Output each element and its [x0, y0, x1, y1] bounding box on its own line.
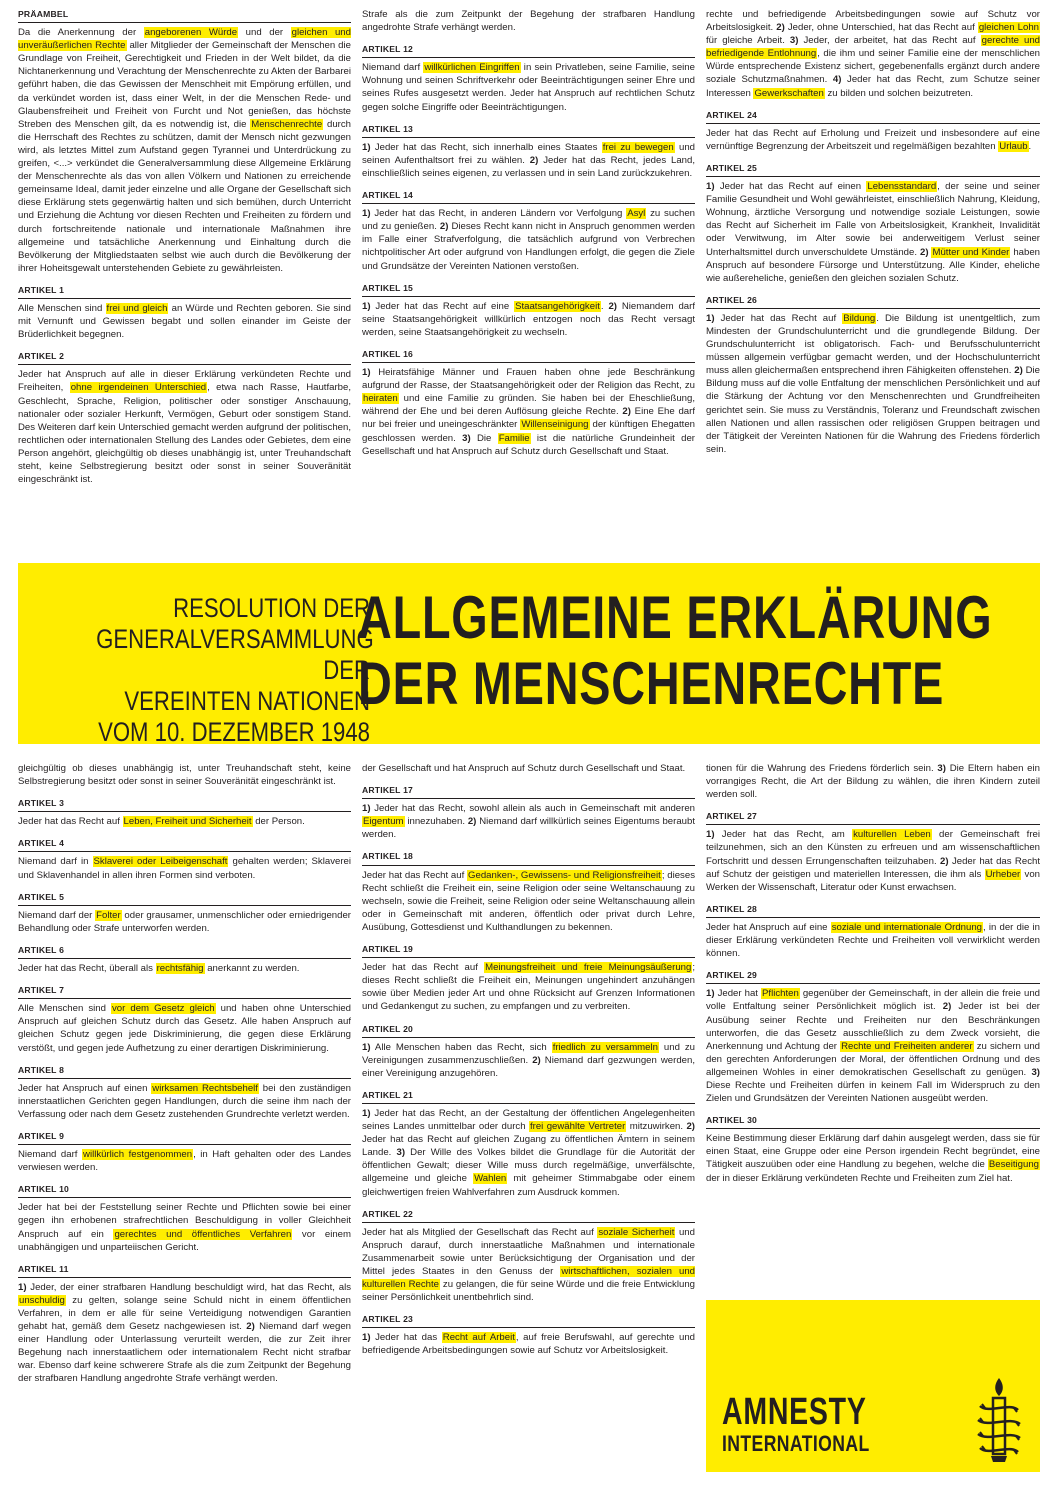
article-7: ARTIKEL 7 Alle Menschen sind vor dem Gesetz gleich und haben ohne Unterschied Anspruch auf gleichen Schutz durch das Gesetz. Alle haben Anspruch auf gleichen Schutz gegen jede Diskriminierung, die gegen diese Erklärung verstößt, und gegen jede Aufhetzung zu einer derartigen Diskriminierung. — [18, 985, 351, 1054]
upper-column-1 — [18, 8, 351, 548]
article-8: ARTIKEL 8 Jeder hat Anspruch auf einen wirksamen Rechtsbehelf bei den zuständigen innerstaatlichen Gerichten gegen Handlungen, durch die seine ihm nach der Verfassung oder nach dem Gesetz zustehenden Grundrechte verletzt werden. — [18, 1064, 351, 1120]
article-15: ARTIKEL 15 1) Jeder hat das Recht auf eine Staatsangehörigkeit. 2) Niemandem darf seine Staatsangehörigkeit willkürlich entzogen noch das Recht versagt werden, seine Staatsangehörigkeit zu wechseln. — [362, 282, 695, 338]
page-title: ALLGEMEINE ERKLÄRUNG DER MENSCHENRECHTE — [358, 584, 993, 717]
article-4: ARTIKEL 4 Niemand darf in Sklaverei oder Leibeigenschaft gehalten werden; Sklaverei und Sklavenhandel in allen ihren Formen sind verboten. — [18, 838, 351, 881]
article-21: ARTIKEL 21 1) Jeder hat das Recht, an der Gestaltung der öffentlichen Angelegenheiten seines Landes unmittelbar oder durch frei gewählte Vertreter mitzuwirken. 2) Jeder hat das Recht auf gleichen Zugang zu öffentlichen Ämtern in seinem Lande. 3) Der Wille des Volkes bildet die Grundlage für die Autorität der öffentlichen Gewalt; dieser Wille muss durch regelmäßige, unverfälschte, allgemeine und gleiche Wahlen mit geheimer Stimmabgabe oder einem gleichwertigen freien Wahlverfahren zum Ausdruck kommen. — [362, 1089, 695, 1198]
article-16: ARTIKEL 16 1) Heiratsfähige Männer und Frauen haben ohne jede Beschränkung aufgrund der Rasse, der Staatsangehörigkeit oder der Religion das Recht, zu heiraten und eine Familie zu gründen. Sie haben bei der Eheschließung, während der Ehe und bei deren Auflösung gleiche Rechte. 2) Eine Ehe darf nur bei freier und uneingeschränkter Willenseinigung der künftigen Ehegatten geschlossen werden. 3) Die Familie ist die natürliche Grundeinheit der Gesellschaft und hat Anspruch auf Schutz durch Gesellschaft und Staat. — [362, 348, 695, 457]
article-3: ARTIKEL 3 Jeder hat das Recht auf Leben, Freiheit und Sicherheit der Person. — [18, 797, 351, 828]
article-6: ARTIKEL 6 Jeder hat das Recht, überall als rechtsfähig anerkannt zu werden. — [18, 944, 351, 975]
article-30: ARTIKEL 30 Keine Bestimmung dieser Erklärung darf dahin ausgelegt werden, dass sie für einen Staat, eine Gruppe oder eine Person irgendein Recht begründet, eine Tätigkeit auszuüben oder eine Handlung zu begehen, welche die Beseitigung der in dieser Erklärung verkündeten Rechte und Freiheiten zum Ziel hat. — [706, 1115, 1040, 1184]
preamble-section: PRÄAMBEL Da die Anerkennung der angeborenen Würde und der gleichen und unveräußerlichen Rechte aller Mitglieder der Gemeinschaft der Menschen die Grundlage von Freiheit, Gerechtigkeit und Frieden in der Welt bildet, da die Nichtanerkennung und Verachtung der Menschenrechte zu Akten der Barbarei geführt haben, die das Gewissen der Menschheit mit Empörung erfüllen, und da verkündet worden ist, dass einer Welt, in der die Menschen Rede- und Glaubensfreiheit und Freiheit von Furcht und Not genießen, das höchste Streben des Menschen gilt, da es notwendig ist, die Menschenrechte durch die Herrschaft des Rechtes zu schützen, damit der Mensch nicht gezwungen wird, als letztes Mittel zum Aufstand gegen Tyrannei und Unterdrückung zu greifen, <...> verkündet die Generalversammlung diese Allgemeine Erklärung der Menschenrechte als das von allen Völkern und Nationen zu erreichende gemeinsame Ideal, damit jeder einzelne und alle Organe der Gesellschaft sich diese Erklärung stets gegenwärtig halten und sich bemühen, durch Unterricht und Erziehung die Achtung vor diesen Rechten und Freiheiten zu fördern und durch fortschreitende nationale und internationale Maßnahmen ihre allgemeine und tatsächliche Anerkennung und Einhaltung durch die Bevölkerung der Mitgliedstaaten selbst wie auch durch die Bevölkerung der ihrer Hoheitsgewalt unterstehenden Gebiete zu gewährleisten. — [18, 9, 351, 274]
article-26: ARTIKEL 26 1) Jeder hat das Recht auf Bildung. Die Bildung ist unentgeltlich, zum Mindesten der Grundschulunterricht und die grundlegende Bildung. Der Grundschulunterricht ist obligatorisch. Fach- und Berufsschulunterricht müssen allgemein verfügbar gemacht werden, und der Hochschulunterricht muss allen gleichermaßen entsprechend ihren Fähigkeiten offenstehen. 2) Die Bildung muss auf die volle Entfaltung der menschlichen Persönlichkeit und auf die Stärkung der Achtung vor den Menschenrechten und Grundfreiheiten gerichtet sein. Sie muss zu Verständnis, Toleranz und Freundschaft zwischen allen Nationen und allen rassischen oder religiösen Gruppen beitragen und der Tätigkeit der Vereinten Nationen für die Wahrung des Friedens förderlich sein. — [706, 294, 1040, 455]
lower-column-1: gleichgültig ob dieses unabhängig ist, unter Treuhandschaft steht, keine Selbstregierung besitzt oder sonst in seiner Souveränität eingeschränkt ist. ARTIKEL 3 Jeder hat das Recht auf Leben, Freiheit und Sicherheit der Person. ARTIKEL 4 Niemand darf in Sklaverei oder Leibeigenschaft gehalten werden; Sklaverei und Sklavenhandel in allen ihren Formen sind verboten. ARTIKEL 5 Niemand darf der Folter oder grausamer, unmenschlicher oder erniedrigender Behandlung oder Strafe unterworfen werden. ARTIKEL 6 Jeder hat das Recht, überall als rechtsfähig anerkannt zu werden. ARTIKEL 7 Alle Menschen sind vor dem Gesetz gleich und haben ohne Unterschied Anspruch auf gleichen Schutz durch das Gesetz. Alle haben Anspruch auf gleichen Schutz gegen jede Diskriminierung, die gegen diese Erklärung verstößt, und gegen jede Aufhetzung zu einer derartigen Diskriminierung. ARTIKEL 8 Jeder hat Anspruch auf einen wirksamen Rechtsbehelf bei den zuständigen innerstaatlichen Gerichten gegen Handlungen, durch die seine ihm nach der Verfassung oder nach dem Gesetz zustehenden Grundrechte verletzt werden. ARTIKEL 9 Niemand darf willkürlich festgenommen, in Haft gehalten oder des Landes verwiesen werden. ARTIKEL 10 Jeder hat bei der Feststellung seiner Rechte und Pflichten sowie bei einer gegen ihn erhobenen strafrechtlichen Beschuldigung in voller Gleichheit Anspruch auf ein gerechtes und öffentliches Verfahren vor einem unabhängigen und unparteiischen Gericht. ARTIKEL 11 1) Jeder, der einer strafbaren Handlung beschuldigt wird, hat das Recht, als unschuldig zu gelten, solange seine Schuld nicht in einem öffentlichen Verfahren, in dem er alle für seine Verteidigung notwendigen Garantien gehabt hat, gemäß dem Gesetz nachgewiesen ist. 2) Niemand darf wegen einer Handlung oder Unterlassung verurteilt werden, die zur Zeit ihrer Begehung nach innerstaatlichem oder internationalem Recht nicht strafbar war. Ebenso darf keine schwerere Strafe als die zum Zeitpunkt der Begehung der strafbaren Handlung angedrohte Strafe verhängt werden. — [18, 763, 351, 1385]
article-13: ARTIKEL 13 1) Jeder hat das Recht, sich innerhalb eines Staates frei zu bewegen und seinen Aufenthaltsort frei zu wählen. 2) Jeder hat das Recht, jedes Land, einschließlich seines eigenen, zu verlassen und in sein Land zurückzukehren. — [362, 123, 695, 179]
article-20: ARTIKEL 20 1) Alle Menschen haben das Recht, sich friedlich zu versammeln und zu Vereinigungen zusammenzuschließen. 2) Niemand darf gezwungen werden, einer Vereinigung anzugehören. — [362, 1023, 695, 1079]
article-12: ARTIKEL 12 Niemand darf willkürlichen Eingriffen in sein Privatleben, seine Familie, seine Wohnung und seinen Schriftverkehr oder Beeinträchtigungen seiner Ehre und seines Rufes ausgesetzt werden. Jeder hat Anspruch auf rechtlichen Schutz gegen solche Eingriffe oder Beeinträchtigungen. — [362, 44, 695, 113]
article-25: ARTIKEL 25 1) Jeder hat das Recht auf einen Lebensstandard, der seine und seiner Familie Gesundheit und Wohl gewährleistet, einschließlich Nahrung, Kleidung, Wohnung, ärztliche Versorgung und notwendige soziale Leistungen, sowie das Recht auf Sicherheit im Falle von Arbeitslosigkeit, Krankheit, Invalidität oder Verwitwung, im Alter sowie bei anderweitigem Verlust seiner Unterhaltsmittel durch unverschuldete Umstände. 2) Mütter und Kinder haben Anspruch auf besondere Fürsorge und Unterstützung. Alle Kinder, eheliche wie außereheliche, genießen den gleichen sozialen Schutz. — [706, 162, 1040, 284]
article-23-start: ARTIKEL 23 1) Jeder hat das Recht auf Arbeit, auf freie Berufswahl, auf gerechte und befriedigende Arbeitsbedingungen sowie auf Schutz vor Arbeitslosigkeit. — [362, 1314, 695, 1357]
article-1: ARTIKEL 1 Alle Menschen sind frei und gleich an Würde und Rechten geboren. Sie sind mit Vernunft und Gewissen begabt und sollen einander im Geiste der Brüderlichkeit begegnen. — [18, 284, 351, 341]
article-10: ARTIKEL 10 Jeder hat bei der Feststellung seiner Rechte und Pflichten sowie bei einer gegen ihn erhobenen strafrechtlichen Beschuldigung in voller Gleichheit Anspruch auf ein gerechtes und öffentliches Verfahren vor einem unabhängigen und unparteiischen Gericht. — [18, 1184, 351, 1253]
article-27: ARTIKEL 27 1) Jeder hat das Recht, am kulturellen Leben der Gemeinschaft frei teilzunehmen, sich an den Künsten zu erfreuen und am wissenschaftlichen Fortschritt und dessen Errungenschaften teilzuhaben. 2) Jeder hat das Recht auf Schutz der geistigen und materiellen Interessen, die ihm als Urheber von Werken der Wissenschaft, Literatur oder Kunst erwachsen. — [706, 811, 1040, 893]
article-9: ARTIKEL 9 Niemand darf willkürlich festgenommen, in Haft gehalten oder des Landes verwiesen werden. — [18, 1130, 351, 1174]
logo-text-amnesty: AMNESTY — [722, 1391, 867, 1433]
banner-subtitle: RESOLUTION DER GENERALVERSAMMLUNG DER VEREINTEN NATIONEN VOM 10. DEZEMBER 1948 — [96, 593, 374, 747]
upper-column-3: rechte und befriedigende Arbeitsbedingungen sowie auf Schutz vor Arbeitslosigkeit. 2) Jeder, ohne Unterschied, hat das Recht auf gleichen Lohn für gleiche Arbeit. 3) Jeder, der arbeitet, hat das Recht auf gerechte und befriedigende Entlohnung, die ihm und seiner Familie eine der menschlichen Würde entsprechende Existenz sichert, gegebenenfalls ergänzt durch andere soziale Schutzmaßnahmen. 4) Jeder hat das Recht, zum Schutze seiner Interessen Gewerkschaften zu bilden und solchen beizutreten. ARTIKEL 24 Jeder hat das Recht auf Erholung und Freizeit und insbesondere auf eine vernünftige Begrenzung der Arbeitszeit und regelmäßigen bezahlten Urlaub. ARTIKEL 25 1) Jeder hat das Recht auf einen Lebensstandard, der seine und seiner Familie Gesundheit und Wohl gewährleistet, einschließlich Nahrung, Kleidung, Wohnung, ärztliche Versorgung und notwendige soziale Leistungen, sowie das Recht auf Sicherheit im Falle von Arbeitslosigkeit, Krankheit, Invalidität oder Verwitwung, im Alter sowie bei anderweitigem Verlust seiner Unterhaltsmittel durch unverschuldete Umstände. 2) Mütter und Kinder haben Anspruch auf besondere Fürsorge und Unterstützung. Alle Kinder, eheliche wie außereheliche, genießen den gleichen sozialen Schutz. ARTIKEL 26 1) Jeder hat das Recht auf Bildung. Die Bildung ist unentgeltlich, zum Mindesten der Grundschulunterricht und die grundlegende Bildung. Der Grundschulunterricht ist obligatorisch. Fach- und Berufsschulunterricht müssen allgemein verfügbar gemacht werden, und der Hochschulunterricht muss allen gleichermaßen entsprechend ihren Fähigkeiten offenstehen. 2) Die Bildung muss auf die volle Entfaltung der menschlichen Persönlichkeit und auf die Stärkung der Achtung vor den Menschenrechten und Grundfreiheiten gerichtet sein. Sie muss zu Verständnis, Toleranz und Freundschaft zwischen allen Nationen und allen rassischen oder religiösen Gruppen beitragen und der Tätigkeit der Vereinten Nationen für die Wahrung des Friedens förderlich sein. — [706, 9, 1040, 455]
article-11: ARTIKEL 11 1) Jeder, der einer strafbaren Handlung beschuldigt wird, hat das Recht, als unschuldig zu gelten, solange seine Schuld nicht in einem öffentlichen Verfahren, in dem er alle für seine Verteidigung notwendigen Garantien gehabt hat, gemäß dem Gesetz nachgewiesen ist. 2) Niemand darf wegen einer Handlung oder Unterlassung verurteilt werden, die zur Zeit ihrer Begehung nach innerstaatlichem oder internationalem Recht nicht strafbar war. Ebenso darf keine schwerere Strafe als die zum Zeitpunkt der Begehung der strafbaren Handlung angedrohte Strafe verhängt werden. — [18, 1263, 351, 1385]
article-24: ARTIKEL 24 Jeder hat das Recht auf Erholung und Freizeit und insbesondere auf eine vernünftige Begrenzung der Arbeitszeit und regelmäßigen bezahlten Urlaub. — [706, 109, 1040, 152]
article-18: ARTIKEL 18 Jeder hat das Recht auf Gedanken-, Gewissens- und Religionsfreiheit; dieses Recht schließt die Freiheit ein, seine Religion oder seine Weltanschauung zu wechseln, sowie die Freiheit, seine Religion oder seine Weltanschauung allein oder in Gemeinschaft mit anderen, öffentlich oder privat durch Lehre, Ausübung, Gottesdienst und Kulthandlungen zu bekennen. — [362, 851, 695, 933]
article-22: ARTIKEL 22 Jeder hat als Mitglied der Gesellschaft das Recht auf soziale Sicherheit und Anspruch darauf, durch innerstaatliche Maßnahmen und internationale Zusammenarbeit sowie unter Berücksichtigung der Organisation und der Mittel jedes Staates in den Genuss der wirtschaftlichen, sozialen und kulturellen Rechte zu gelangen, die für seine Würde und die freie Entwicklung seiner Persönlichkeit unentbehrlich sind. — [362, 1208, 695, 1304]
article-19: ARTIKEL 19 Jeder hat das Recht auf Meinungsfreiheit und freie Meinungsäußerung; dieses Recht schließt die Freiheit ein, Meinungen ungehindert anzuhängen sowie über Medien jeder Art und ohne Rücksicht auf Grenzen Informationen und Gedankengut zu suchen, zu empfangen und zu verbreiten. — [362, 944, 695, 1013]
preamble-heading: PRÄAMBEL — [18, 8, 351, 23]
article-14: ARTIKEL 14 1) Jeder hat das Recht, in anderen Ländern vor Verfolgung Asyl zu suchen und zu genießen. 2) Dieses Recht kann nicht in Anspruch genommen werden im Falle einer Strafverfolgung, die tatsächlich aufgrund von Verbrechen nichtpolitischer Art oder aufgrund von Handlungen erfolgt, die gegen die Ziele und Grundsätze der Vereinten Nationen verstoßen. — [362, 190, 695, 272]
upper-column-2: Strafe als die zum Zeitpunkt der Begehung der strafbaren Handlung angedrohte Strafe verhängt werden. ARTIKEL 12 Niemand darf willkürlichen Eingriffen in sein Privatleben, seine Familie, seine Wohnung und seinen Schriftverkehr oder Beeinträchtigungen seiner Ehre und seines Rufes ausgesetzt werden. Jeder hat Anspruch auf rechtlichen Schutz gegen solche Eingriffe oder Beeinträchtigungen. ARTIKEL 13 1) Jeder hat das Recht, sich innerhalb eines Staates frei zu bewegen und seinen Aufenthaltsort frei zu wählen. 2) Jeder hat das Recht, jedes Land, einschließlich seines eigenen, zu verlassen und in sein Land zurückzukehren. ARTIKEL 14 1) Jeder hat das Recht, in anderen Ländern vor Verfolgung Asyl zu suchen und zu genießen. 2) Dieses Recht kann nicht in Anspruch genommen werden im Falle einer Strafverfolgung, die tatsächlich aufgrund von Verbrechen nichtpolitischer Art oder aufgrund von Handlungen erfolgt, die gegen die Ziele und Grundsätze der Vereinten Nationen verstoßen. ARTIKEL 15 1) Jeder hat das Recht auf eine Staatsangehörigkeit. 2) Niemandem darf seine Staatsangehörigkeit willkürlich entzogen noch das Recht versagt werden, seine Staatsangehörigkeit zu wechseln. ARTIKEL 16 1) Heiratsfähige Männer und Frauen haben ohne jede Beschränkung aufgrund der Rasse, der Staatsangehörigkeit oder der Religion das Recht, zu heiraten und eine Familie zu gründen. Sie haben bei der Eheschließung, während der Ehe und bei deren Auflösung gleiche Rechte. 2) Eine Ehe darf nur bei freier und uneingeschränkter Willenseinigung der künftigen Ehegatten geschlossen werden. 3) Die Familie ist die natürliche Grundeinheit der Gesellschaft und hat Anspruch auf Schutz durch Gesellschaft und Staat. — [362, 9, 695, 457]
article-29: ARTIKEL 29 1) Jeder hat Pflichten gegenüber der Gemeinschaft, in der allein die freie und volle Entfaltung seiner Persönlichkeit möglich ist. 2) Jeder ist bei der Ausübung seiner Rechte und Freiheiten nur den Beschränkungen unterworfen, die das Gesetz ausschließlich zu dem Zweck vorsieht, die Anerkennung und Achtung der Rechte und Freiheiten anderer zu sichern und den gerechten Anforderungen der Moral, der öffentlichen Ordnung und des allgemeinen Wohles in einer demokratischen Gesellschaft zu genügen. 3) Diese Rechte und Freiheiten dürfen in keinem Fall im Widerspruch zu den Zielen und Grundsätzen der Vereinten Nationen ausgeübt werden. — [706, 970, 1040, 1105]
article-17: ARTIKEL 17 1) Jeder hat das Recht, sowohl allein als auch in Gemeinschaft mit anderen Eigentum innezuhaben. 2) Niemand darf willkürlich seines Eigentums beraubt werden. — [362, 785, 695, 841]
lower-column-2: der Gesellschaft und hat Anspruch auf Schutz durch Gesellschaft und Staat. ARTIKEL 17 1) Jeder hat das Recht, sowohl allein als auch in Gemeinschaft mit anderen Eigentum innezuhaben. 2) Niemand darf willkürlich seines Eigentums beraubt werden. ARTIKEL 18 Jeder hat das Recht auf Gedanken-, Gewissens- und Religionsfreiheit; dieses Recht schließt die Freiheit ein, seine Religion oder seine Weltanschauung zu wechseln, sowie die Freiheit, seine Religion oder seine Weltanschauung allein oder in Gemeinschaft mit anderen, öffentlich oder privat durch Lehre, Ausübung, Gottesdienst und Kulthandlungen zu bekennen. ARTIKEL 19 Jeder hat das Recht auf Meinungsfreiheit und freie Meinungsäußerung; dieses Recht schließt die Freiheit ein, Meinungen ungehindert anzuhängen sowie über Medien jeder Art und ohne Rücksicht auf Grenzen Informationen und Gedankengut zu suchen, zu empfangen und zu verbreiten. ARTIKEL 20 1) Alle Menschen haben das Recht, sich friedlich zu versammeln und zu Vereinigungen zusammenzuschließen. 2) Niemand darf gezwungen werden, einer Vereinigung anzugehören. ARTIKEL 21 1) Jeder hat das Recht, an der Gestaltung der öffentlichen Angelegenheiten seines Landes unmittelbar oder durch frei gewählte Vertreter mitzuwirken. 2) Jeder hat das Recht auf gleichen Zugang zu öffentlichen Ämtern in seinem Lande. 3) Der Wille des Volkes bildet die Grundlage für die Autorität der öffentlichen Gewalt; dieser Wille muss durch regelmäßige, unverfälschte, allgemeine und gleiche Wahlen mit geheimer Stimmabgabe oder einem gleichwertigen freien Wahlverfahren zum Ausdruck kommen. ARTIKEL 22 Jeder hat als Mitglied der Gesellschaft das Recht auf soziale Sicherheit und Anspruch darauf, durch innerstaatliche Maßnahmen und internationale Zusammenarbeit sowie unter Berücksichtigung der Organisation und der Mittel jedes Staates in den Genuss der wirtschaftlichen, sozialen und kulturellen Rechte zu gelangen, die für seine Würde und die freie Entwicklung seiner Persönlichkeit unentbehrlich sind. ARTIKEL 23 1) Jeder hat das Recht auf Arbeit, auf freie Berufswahl, auf gerechte und befriedigende Arbeitsbedingungen sowie auf Schutz vor Arbeitslosigkeit. — [362, 763, 695, 1357]
title-banner — [18, 563, 1040, 747]
article-28: ARTIKEL 28 Jeder hat Anspruch auf eine soziale und internationale Ordnung, in der die in dieser Erklärung verkündeten Rechte und Freiheiten voll verwirklicht werden können. — [706, 903, 1040, 960]
lower-column-3: tionen für die Wahrung des Friedens förderlich sein. 3) Die Eltern haben ein vorrangiges Recht, die Art der Bildung zu wählen, die ihren Kindern zuteil werden soll. ARTIKEL 27 1) Jeder hat das Recht, am kulturellen Leben der Gemeinschaft frei teilzunehmen, sich an den Künsten zu erfreuen und am wissenschaftlichen Fortschritt und dessen Errungenschaften teilzuhaben. 2) Jeder hat das Recht auf Schutz der geistigen und materiellen Interessen, die ihm als Urheber von Werken der Wissenschaft, Literatur oder Kunst erwachsen. ARTIKEL 28 Jeder hat Anspruch auf eine soziale und internationale Ordnung, in der die in dieser Erklärung verkündeten Rechte und Freiheiten voll verwirklicht werden können. ARTIKEL 29 1) Jeder hat Pflichten gegenüber der Gemeinschaft, in der allein die freie und volle Entfaltung seiner Persönlichkeit möglich ist. 2) Jeder ist bei der Ausübung seiner Rechte und Freiheiten nur den Beschränkungen unterworfen, die das Gesetz ausschließlich zu dem Zweck vorsieht, die Anerkennung und Achtung der Rechte und Freiheiten anderer zu sichern und den gerechten Anforderungen der Moral, der öffentlichen Ordnung und des allgemeinen Wohles in einer demokratischen Gesellschaft zu genügen. 3) Diese Rechte und Freiheiten dürfen in keinem Fall im Widerspruch zu den Zielen und Grundsätzen der Vereinten Nationen ausgeübt werden. ARTIKEL 30 Keine Bestimmung dieser Erklärung darf dahin ausgelegt werden, dass sie für einen Staat, eine Gruppe oder eine Person irgendein Recht begründet, eine Tätigkeit auszuüben oder eine Handlung zu begehen, welche die Beseitigung der in dieser Erklärung verkündeten Rechte und Freiheiten zum Ziel hat. — [706, 763, 1040, 1184]
article-2: ARTIKEL 2 Jeder hat Anspruch auf alle in dieser Erklärung verkündeten Rechte und Freiheiten, ohne irgendeinen Unterschied, etwa nach Rasse, Hautfarbe, Geschlecht, Sprache, Religion, politischer oder sonstiger Anschauung, nationaler oder sozialer Herkunft, Vermögen, Geburt oder sonstigem Stand. Des Weiteren darf kein Unterschied gemacht werden aufgrund der politischen, rechtlichen oder internationalen Stellung des Landes oder Gebietes, dem eine Person angehört, gleichgültig ob dieses unabhängig ist, unter Treuhandschaft steht, keine Selbstregierung besitzt oder sonst in seiner Souveränität eingeschränkt ist. — [18, 351, 351, 486]
amnesty-logo — [706, 1300, 1040, 1472]
article-5: ARTIKEL 5 Niemand darf der Folter oder grausamer, unmenschlicher oder erniedrigender Behandlung oder Strafe unterworfen werden. — [18, 891, 351, 934]
logo-text-international: INTERNATIONAL — [722, 1431, 870, 1456]
candle-in-barbed-wire-icon — [974, 1376, 1024, 1466]
